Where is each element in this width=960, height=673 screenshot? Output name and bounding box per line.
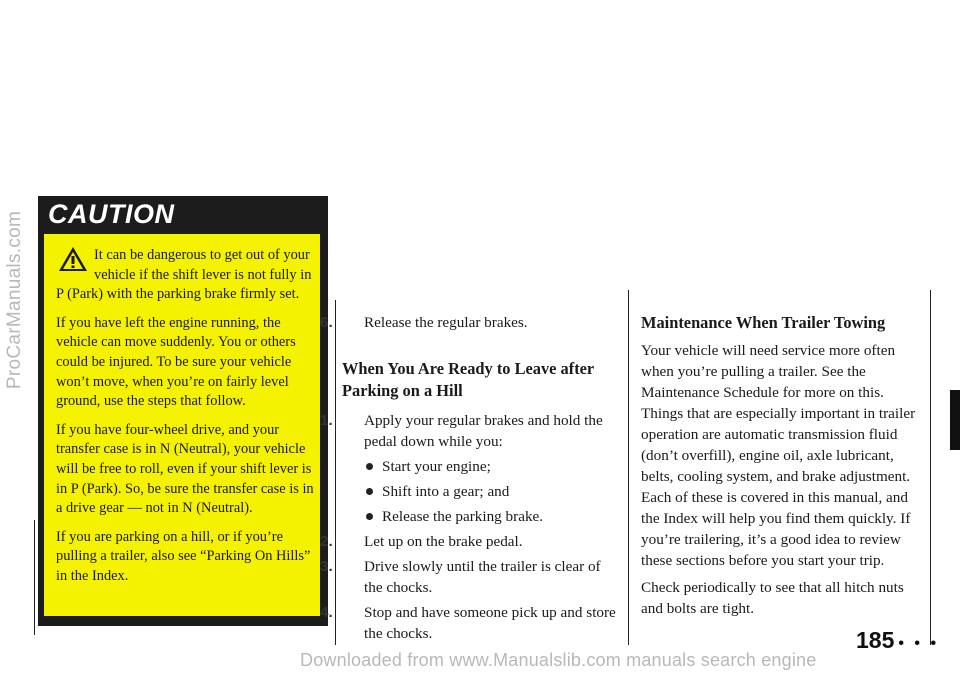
right-column — [641, 312, 925, 625]
column-rule-left — [34, 520, 35, 635]
caution-paragraph-4: If you are parking on a hill, or if you’re pulling a trailer, also see “Parking On Hills” in the Index. — [56, 528, 311, 584]
step-6-text: Release the regular brakes. — [364, 314, 528, 331]
step-1-bullets — [342, 456, 620, 527]
caution-paragraph-2: If you have left the engine running, the vehicle can move suddenly. You or others could be injured. To be sure your vehicle won’t move, when you’re on fairly level ground, use the steps that follow. — [56, 314, 296, 410]
step-2-text: Let up on the brake pedal. — [364, 533, 523, 550]
maintenance-paragraph-2: Check periodically to see that all hitch nuts and bolts are tight. — [641, 579, 904, 617]
step-4 — [320, 602, 620, 644]
watermark-bottom: Downloaded from www.Manualslib.com manuals search engine — [300, 650, 817, 670]
bullet-item: Release the parking brake. — [366, 506, 620, 527]
section-heading-leave-hill: When You Are Ready to Leave after Parking on a Hill — [342, 359, 594, 400]
column-rule-edge — [930, 290, 931, 645]
step-1-number: 1. — [320, 412, 333, 429]
step-4-text: Stop and have someone pick up and store the chocks. — [364, 604, 616, 642]
step-1-text: Apply your regular brakes and hold the pedal down while you: — [364, 412, 603, 450]
watermark-left-text: ProCarManuals.com — [4, 210, 25, 390]
step-1 — [320, 410, 620, 452]
middle-column — [320, 312, 620, 648]
bullet-item: Start your engine; — [366, 456, 620, 477]
caution-header — [38, 196, 328, 232]
step-3-text: Drive slowly until the trailer is clear of the chocks. — [364, 558, 601, 596]
step-3-number: 3. — [320, 558, 333, 575]
caution-body — [44, 234, 320, 616]
maintenance-paragraph-1: Your vehicle will need service more often when you’re pulling a trailer. See the Maintenance Schedule for more on this. Things that are especially important in trailer operation are automatic transmission fluid (don’t overfill), engine oil, axle lubricant, belts, cooling system, and brake adjustment. Each of these is covered in this manual, and the Index will help you find them quickly. If you’re trailering, it’s a good idea to review these sections before you start your trip. — [641, 342, 916, 569]
step-3 — [320, 556, 620, 598]
caution-box — [38, 196, 328, 626]
caution-paragraph-1 — [56, 246, 314, 305]
page-number-value: 185 — [856, 627, 895, 653]
column-rule-right — [628, 290, 629, 645]
caution-paragraph-3: If you have four-wheel drive, and your transfer case is in N (Neutral), your vehicle will be free to roll, even if your shift lever is in P (Park). So, be sure the transfer case is in a drive gear — not in N (Neutral). — [56, 421, 314, 517]
step-6-number: 6. — [320, 314, 333, 331]
caution-title: CAUTION — [48, 198, 175, 229]
step-6 — [320, 312, 620, 333]
edge-thumb-tab — [950, 390, 960, 450]
bullet-item: Shift into a gear; and — [366, 481, 620, 502]
column-rule-middle — [335, 300, 336, 645]
step-4-number: 4. — [320, 604, 333, 621]
step-2-number: 2. — [320, 533, 333, 550]
caution-text-1: It can be dangerous to get out of your vehicle if the shift lever is not fully in P (Park) with the parking brake firmly set. — [56, 247, 312, 303]
page-dots: • • • — [898, 635, 940, 652]
watermark-left — [2, 120, 28, 480]
section-heading-maintenance: Maintenance When Trailer Towing — [641, 313, 886, 332]
step-2 — [320, 531, 620, 552]
warning-triangle-icon — [58, 246, 88, 272]
